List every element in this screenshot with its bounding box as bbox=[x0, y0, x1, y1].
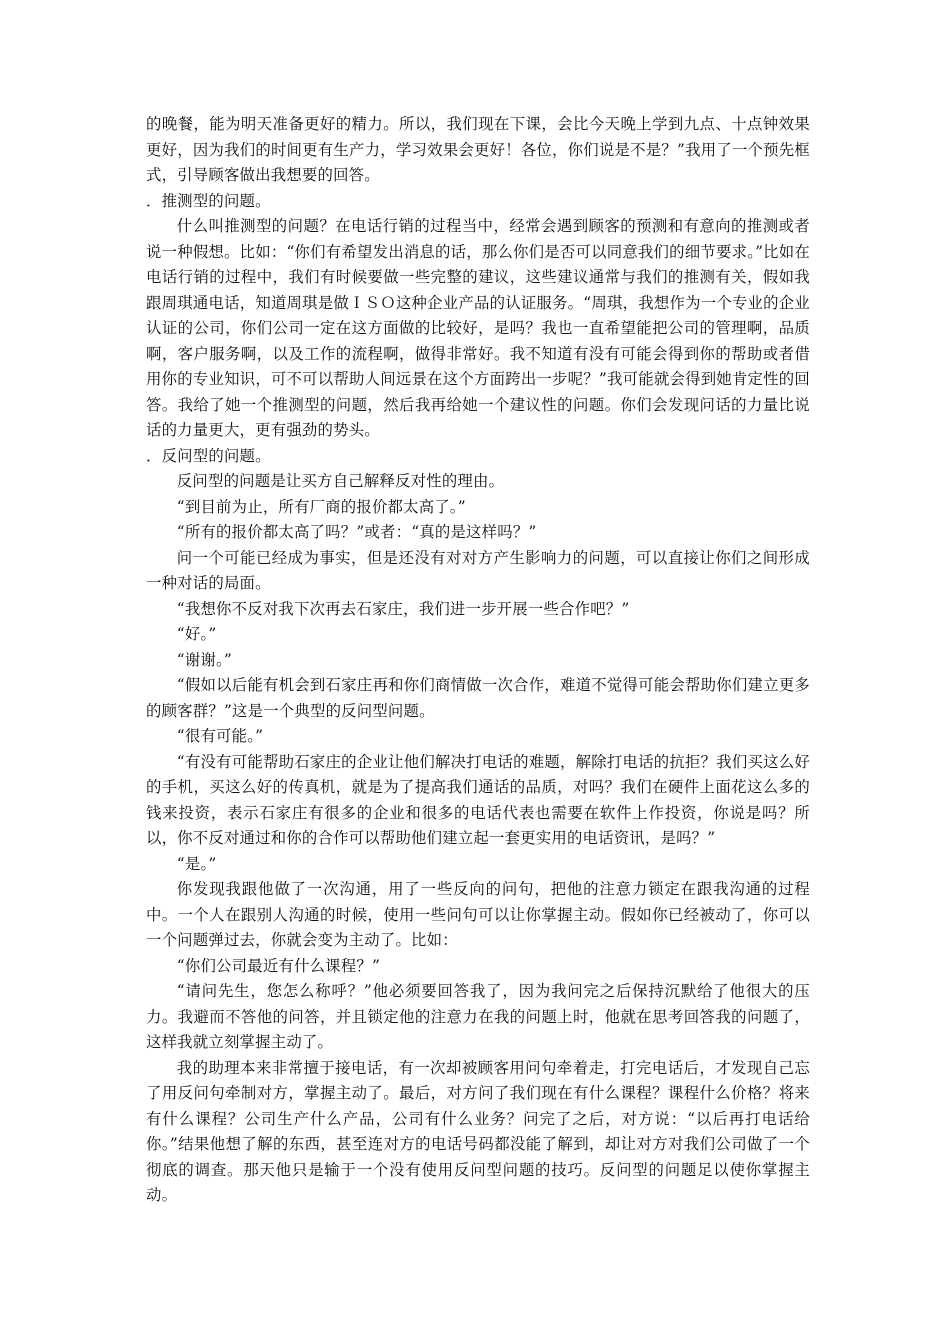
section-heading-rhetorical: ．反问型的问题。 bbox=[146, 446, 271, 465]
dialogue-line: “谢谢。” bbox=[176, 650, 233, 669]
paragraph: 你发现我跟他做了一次沟通，用了一些反向的问句，把他的注意力锁定在跟我沟通的过程中。一个人在跟别人沟通的时候，使用一些问句可以让你掌握主动。假如你已经被动了，你可以一个问题弹过去，你就会变为主动了。比如： bbox=[146, 880, 810, 949]
document-body bbox=[146, 112, 810, 1209]
dialogue-line: “很有可能。” bbox=[176, 727, 264, 745]
paragraph-continuation: 的晚餐，能为明天准备更好的精力。所以，我们现在下课，会比今天晚上学到九点、十点钟效果更好，因为我们的时间更有生产力，学习效果会更好！各位，你们说是不是？”我用了一个预先框式，引导顾客做出我想要的回答。 bbox=[146, 115, 810, 184]
dialogue-line: “假如以后能有机会到石家庄再和你们商情做一次合作，难道不觉得可能会帮助你们建立更多的顾客群？”这是一个典型的反问型问题。 bbox=[146, 676, 810, 720]
paragraph: 反问型的问题是让买方自己解释反对性的理由。 bbox=[176, 472, 505, 490]
paragraph: 问一个可能已经成为事实，但是还没有对对方产生影响力的问题，可以直接让你们之间形成一种对话的局面。 bbox=[146, 548, 810, 592]
dialogue-line: “有没有可能帮助石家庄的企业让他们解决打电话的难题，解除打电话的抗拒？我们买这么好的手机，买这么好的传真机，就是为了提高我们通话的品质，对吗？我们在硬件上面花这么多的钱来投资，表示石家庄有很多的企业和很多的电话代表也需要在软件上作投资，你说是吗？所以，你不反对通过和你的合作可以帮助他们建立起一套更实用的电话资讯，是吗？” bbox=[146, 752, 810, 847]
dialogue-line: “好。” bbox=[176, 625, 217, 643]
paragraph: 我的助理本来非常擅于接电话，有一次却被顾客用问句牵着走，打完电话后，才发现自己忘了用反问句牵制对方，掌握主动了。最后，对方问了我们现在有什么课程？课程什么价格？将来有什么课程？公司生产什么产品，公司有什么业务？问完了之后，对方说：“以后再打电话给你。”结果他想了解的东西，甚至连对方的电话号码都没能了解到，却让对方对我们公司做了一个彻底的调查。那天他只是输于一个没有使用反问型问题的技巧。反问型的问题足以使你掌握主动。 bbox=[146, 1058, 810, 1204]
dialogue-line: “我想你不反对我下次再去石家庄，我们进一步开展一些合作吧？” bbox=[176, 599, 630, 618]
dialogue-line: “到目前为止，所有厂商的报价都太高了。” bbox=[176, 497, 466, 516]
dialogue-line: “你们公司最近有什么课程？” bbox=[176, 956, 381, 975]
dialogue-line: “所有的报价都太高了吗？”或者：“真的是这样吗？” bbox=[176, 523, 537, 541]
paragraph: “请问先生，您怎么称呼？”他必须要回答我了，因为我问完之后保持沉默给了他很大的压力。我避而不答他的问答，并且锁定他的注意力在我的问题上时，他就在思考回答我的问题了，这样我就立刻掌握主动了。 bbox=[146, 982, 810, 1051]
dialogue-line: “是。” bbox=[176, 854, 217, 873]
section-heading-speculative: ．推测型的问题。 bbox=[146, 191, 271, 210]
paragraph: 什么叫推测型的问题？在电话行销的过程当中，经常会遇到顾客的预测和有意向的推测或者说一种假想。比如：“你们有希望发出消息的话，那么你们是否可以同意我们的细节要求。”比如在电话行销的过程中，我们有时候要做一些完整的建议，这些建议通常与我们的推测有关，假如我跟周琪通电话，知道周琪是做ＩＳＯ这种企业产品的认证服务。“周琪，我想作为一个专业的企业认证的公司，你们公司一定在这方面做的比较好，是吗？我也一直希望能把公司的管理啊，品质啊，客户服务啊，以及工作的流程啊，做得非常好。我不知道有没有可能会得到你的帮助或者借用你的专业知识，可不可以帮助人间远景在这个方面跨出一步呢？”我可能就会得到她肯定性的回答。我给了她一个推测型的问题，然后我再给她一个建议性的问题。你们会发现问话的力量比说话的力量更大，更有强劲的势头。 bbox=[146, 217, 810, 439]
